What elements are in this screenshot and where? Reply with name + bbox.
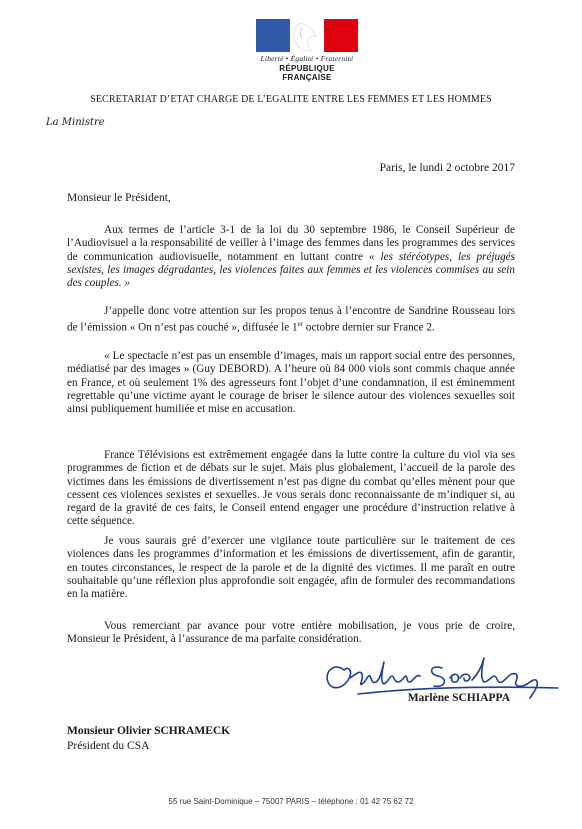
paragraph-3: « Le spectacle n’est pas un ensemble d’images, mais un rapport social entre des personnes, médiatisé par des images » (Guy DEBORD). A l’heure où 84 000 viols sont commis chaque année en France, et où seulement 1% des agresseurs font l’objet d’une condamnation, il est éminemment regrettable qu’une victime ayant le courage de briser le silence autour des violences sexuelles soit ainsi publiquement humiliée et mise en accusation. xyxy=(67,350,515,416)
logo-republique: RÉPUBLIQUE FRANÇAISE xyxy=(279,64,335,82)
ministre-label: La Ministre xyxy=(46,117,105,128)
signer-name: Marlène SCHIAPPA xyxy=(407,692,510,704)
marianne-logo xyxy=(256,19,358,82)
tricolor-flag-icon xyxy=(256,19,358,52)
paragraph-1-text: Aux termes de l’article 3-1 de la loi du 30 septembre 1986, le Conseil Supérieur de l’Audiovisuel a la responsabilité de veiller à l’image des femmes dans les programmes des services de communication audiovisuelle, notamment en luttant contre xyxy=(67,224,515,263)
paragraph-2 xyxy=(67,305,515,335)
paragraph-4: France Télévisions est extrêmement engagée dans la lutte contre la culture du viol via ses programmes de fiction et de débats sur le sujet. Mais plus globalement, l’accueil de la parole des victimes dans les émissions de divertissement n’est pas digne du combat qu’elles mènent pour que cessent ces violences sexistes et sexuelles. Je vous serais donc reconnaissante de m’indiquer si, au regard de la gravité de ces faits, le Conseil entend engager une procédure d’instruction relative à cette séquence. xyxy=(67,449,515,528)
recipient-name: Monsieur Olivier SCHRAMECK xyxy=(67,725,231,737)
paragraph-1 xyxy=(67,224,515,290)
paragraph-2-text-a: J’appelle donc votre attention sur les propos tenus à l’encontre de Sandrine Rousseau lors de l’émission « On n’est pas couché », diffusée le 1 xyxy=(67,305,515,335)
secretariat-heading: SECRETARIAT D’ETAT CHARGE DE L’EGALITE ENTRE LES FEMMES ET LES HOMMES xyxy=(90,94,492,105)
salutation: Monsieur le Président, xyxy=(67,192,171,204)
recipient-role: Président du CSA xyxy=(67,740,150,752)
paragraph-6: Vous remerciant par avance pour votre entière mobilisation, je vous prie de croire, Monsieur le Président, à l’assurance de ma parfaite considération. xyxy=(67,620,515,646)
paragraph-2-text-b: octobre dernier sur France 2. xyxy=(303,322,435,335)
footer-address: 55 rue Saint-Dominique – 75007 PARIS – téléphone : 01 42 75 62 72 xyxy=(168,797,414,806)
letter-date: Paris, le lundi 2 octobre 2017 xyxy=(379,162,515,174)
paragraph-2-superscript: er xyxy=(297,320,304,329)
paragraph-1-quote: « les stéréotypes, les préjugés sexistes, les images dégradantes, les violences faites aux femmes et les violences commises au sein des couples. » xyxy=(67,250,515,290)
logo-motto: Liberté • Égalité • Fraternité xyxy=(260,54,354,63)
paragraph-5: Je vous saurais gré d’exercer une vigilance toute particulière sur le traitement de ces violences dans les programmes d’information et les émissions de divertissement, afin de garantir, en toutes circonstances, le respect de la parole et de la dignité des victimes. Il me paraît en outre souhaitable qu’une réflexion plus approfondie soit engagée, afin de formuler des recommandations en la matière. xyxy=(67,535,515,601)
